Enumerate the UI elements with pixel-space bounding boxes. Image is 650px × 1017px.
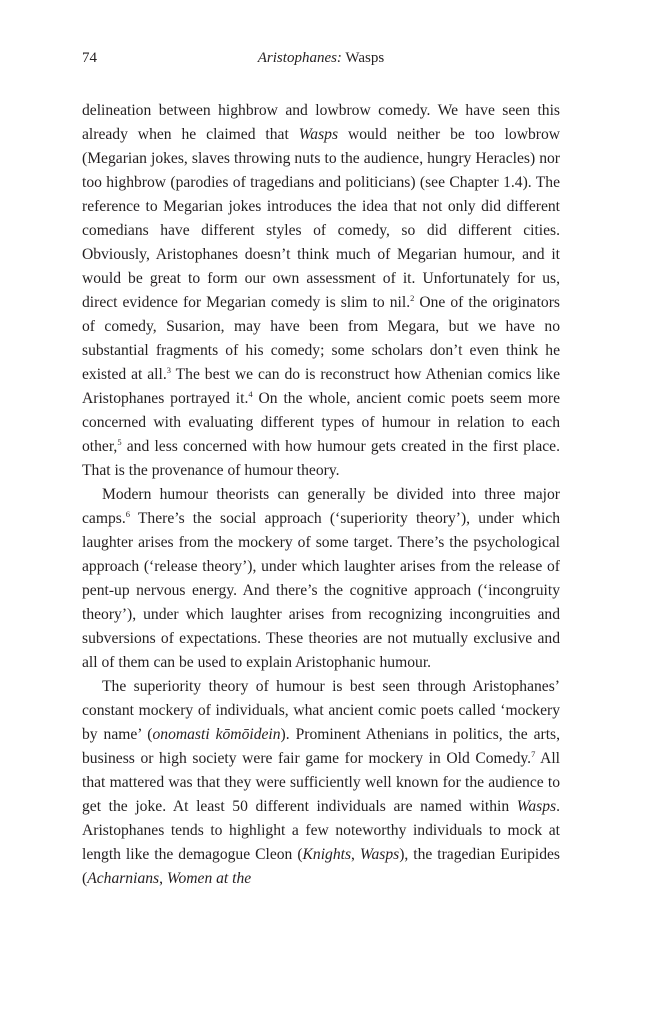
text-run: ), the tragedian Euripides (	[82, 846, 560, 887]
footnote-marker: 3	[166, 365, 171, 375]
paragraph	[82, 675, 560, 891]
text-run: On the whole, ancient comic poets seem more concerned with evaluating different types of humour in relation to each other,	[82, 390, 560, 455]
italic-text: Wasps	[359, 846, 400, 863]
text-run: ,	[351, 846, 360, 863]
paragraph	[82, 483, 560, 675]
text-run: Modern humour theorists can generally be divided into three major camps.	[82, 486, 560, 527]
running-title	[82, 50, 560, 67]
running-title-author: Aristophanes:	[257, 50, 342, 66]
footnote-marker: 5	[117, 437, 122, 447]
italic-text: onomasti kōmōidein	[152, 726, 281, 743]
footnote-marker: 7	[531, 749, 536, 759]
footnote-marker: 6	[125, 509, 130, 519]
text-run: ). Prominent Athenians in politics, the arts, business or high society were fair game for mockery in Old Comedy.	[82, 726, 560, 767]
paragraph	[82, 99, 560, 483]
italic-text: Knights	[302, 846, 352, 863]
italic-text: Women at the	[166, 870, 252, 887]
running-header	[82, 50, 560, 74]
text-run: One of the originators of comedy, Susarion, may have been from Megara, but we have no substantial fragments of his comedy; some scholars don’t even think he existed at all.	[82, 294, 560, 383]
text-run: . Aristophanes tends to highlight a few noteworthy individuals to mock at length like the demagogue Cleon (	[82, 798, 560, 863]
text-run: and less concerned with how humour gets created in the first place. That is the provenance of humour theory.	[82, 438, 560, 479]
text-run: The best we can do is reconstruct how Athenian comics like Aristophanes portrayed it.	[82, 366, 560, 407]
text-run: delineation between highbrow and lowbrow comedy. We have seen this already when he claimed that	[82, 102, 560, 143]
text-run: The superiority theory of humour is best seen through Aristophanes’ constant mockery of individuals, what ancient comic poets called ‘mockery by name’ (	[82, 678, 560, 743]
footnote-marker: 4	[248, 389, 253, 399]
text-run: would neither be too lowbrow (Megarian jokes, slaves throwing nuts to the audience, hungry Heracles) nor too highbrow (parodies of tragedians and politicians) (see Chapter 1.4). The reference to Megarian jokes introduces the idea that not only did different comedians have different styles of comedy, so did different cities. Obviously, Aristophanes doesn’t think much of Megarian humour, and it would be great to form our own assessment of it. Unfortunately for us, direct evidence for Megarian comedy is slim to nil.	[82, 126, 561, 311]
text-run: There’s the social approach (‘superiority theory’), under which laughter arises from the mockery of some target. There’s the psychological approach (‘release theory’), under which laughter arises from the release of pent-up nervous energy. And there’s the cognitive approach (‘incongruity theory’), under which laughter arises from recognizing incongruities and subversions of expectations. These theories are not mutually exclusive and all of them can be used to explain Aristophanic humour.	[82, 510, 560, 671]
italic-text: Wasps	[516, 798, 557, 815]
running-title-work: Wasps	[341, 50, 385, 66]
text-run: All that mattered was that they were sufficiently well known for the audience to get the joke. At least 50 different individuals are named within	[82, 750, 560, 815]
body-text	[82, 99, 560, 891]
page-number: 74	[82, 50, 97, 66]
italic-text: Acharnians	[87, 870, 160, 887]
text-run: ,	[159, 870, 167, 887]
footnote-marker: 2	[410, 293, 415, 303]
italic-text: Wasps	[298, 126, 339, 143]
